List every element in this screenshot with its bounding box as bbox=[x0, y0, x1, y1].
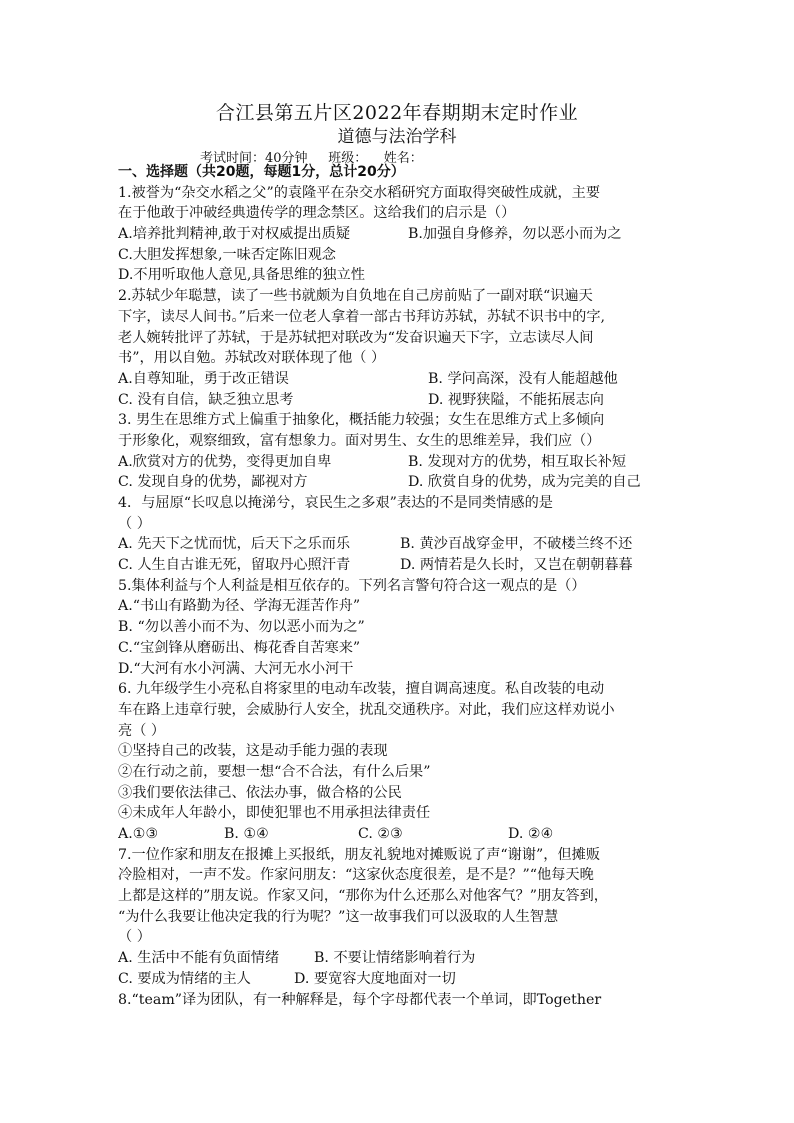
q8-stem: 8.“team”译为团队，有一种解释是，每个字母都代表一个单词，即Together bbox=[118, 991, 602, 1008]
q1-stem: 在于他敢于冲破经典遗传学的理念禁区。这给我们的启示是（） bbox=[118, 205, 516, 222]
q3-option-d: D. 欣赏自身的优势，成为完美的自己 bbox=[408, 474, 641, 491]
q6-stem: 6. 九年级学生小亮私自将家里的电动车改装，擅自调高速度。私自改装的电动 bbox=[118, 681, 605, 698]
q7-options-row bbox=[118, 969, 678, 990]
q4-option-c: C. 人生自古谁无死，留取丹心照汗青 bbox=[118, 557, 351, 574]
q1-option-d: D.不用听取他人意见,具备思维的独立性 bbox=[118, 267, 365, 284]
q7-stem: 7.一位作家和朋友在报摊上买报纸，朋友礼貌地对摊贩说了声“谢谢”，但摊贩 bbox=[118, 846, 601, 863]
q5-option-a: A.“书山有路勤为径、学海无涯苦作舟” bbox=[118, 598, 361, 615]
q5-option-d: D.“大河有水小河满、大河无水小河干 bbox=[118, 660, 354, 677]
q3-option-a: A.欣赏对方的优势，变得更加自卑 bbox=[118, 453, 332, 470]
q5-option-b: B. “勿以善小而不为、勿以恶小而为之” bbox=[118, 619, 365, 636]
q7-option-b: B. 不要让情绪影响着行为 bbox=[314, 950, 476, 967]
q7-stem: 冷脸相对，一声不发。作家问朋友：“这家伙态度很差，是不是？”“他每天晚 bbox=[118, 867, 594, 884]
q2-stem: 书”，用以自勉。苏轼改对联体现了他（ ） bbox=[118, 350, 386, 367]
q7-stem: （ ） bbox=[118, 929, 151, 946]
q2-option-a: A.自尊知耻，勇于改正错误 bbox=[118, 370, 289, 387]
q4-options-row bbox=[118, 555, 678, 576]
document-title: 合江县第五片区2022年春期期末定时作业 bbox=[215, 102, 579, 124]
q2-option-c: C. 没有自信，缺乏独立思考 bbox=[118, 391, 294, 408]
q6-statement-3: ③我们要依法律己、依法办事，做合格的公民 bbox=[118, 784, 402, 801]
q1-option-b: B.加强自身修养，勿以恶小而为之 bbox=[408, 226, 622, 243]
q2-option-d: D. 视野狭隘，不能拓展志向 bbox=[428, 391, 604, 408]
q5-stem: 5.集体利益与个人利益是相互依存的。下列名言警句符合这一观点的是（） bbox=[118, 577, 586, 594]
q2-options-row bbox=[118, 390, 678, 411]
q6-option-d: D. ②④ bbox=[508, 826, 554, 842]
q7-option-d: D. 要宽容大度地面对一切 bbox=[294, 970, 456, 987]
q6-stem: 亮（ ） bbox=[118, 722, 166, 739]
q3-options-row bbox=[118, 472, 678, 493]
q2-stem: 2.苏轼少年聪慧，读了一些书就颇为自负地在自己房前贴了一副对联“识遍天 bbox=[118, 288, 593, 305]
q3-option-c: C. 发现自身的优势，鄙视对方 bbox=[118, 474, 308, 491]
q6-option-a: A.①③ bbox=[118, 826, 159, 842]
q7-stem: 上都是这样的”朋友说。作家又问，“那你为什么还那么对他客气？”朋友答到， bbox=[118, 888, 608, 905]
q6-option-b: B. ①④ bbox=[224, 826, 269, 842]
q6-statement-4: ④未成年人年龄小，即使犯罪也不用承担法律责任 bbox=[118, 805, 431, 822]
q1-stem: 1.被誉为“杂交水稻之父”的袁隆平在杂交水稻研究方面取得突破性成就，主要 bbox=[118, 184, 601, 201]
subject-title: 道德与法治学科 bbox=[337, 127, 457, 147]
q6-option-c: C. ②③ bbox=[358, 826, 403, 842]
q1-option-c: C.大胆发挥想象,一味否定陈旧观念 bbox=[118, 246, 336, 263]
question-list bbox=[118, 162, 678, 1010]
q4-option-d: D. 两情若是久长时，又岂在朝朝暮暮 bbox=[400, 557, 633, 574]
q6-stem: 车在路上违章行驶，会威胁行人安全，扰乱交通秩序。对此，我们应这样劝说小 bbox=[118, 701, 615, 718]
q6-statement-2: ②在行动之前，要想一想“合不合法，有什么后果” bbox=[118, 763, 431, 780]
q4-options-row bbox=[118, 534, 678, 555]
q3-options-row bbox=[118, 452, 678, 473]
section-heading: 一、选择题（共20题，每题1分，总计20分） bbox=[118, 164, 405, 180]
q7-stem: “为什么我要让他决定我的行为呢？”这一故事我们可以汲取的人生智慧 bbox=[118, 908, 559, 925]
q7-option-a: A. 生活中不能有负面情绪 bbox=[118, 950, 280, 967]
q7-options-row bbox=[118, 948, 678, 969]
q2-stem: 老人婉转批评了苏轼，于是苏轼把对联改为“发奋识遍天下字，立志读尽人间 bbox=[118, 329, 594, 346]
q4-stem: 4．与屈原“长叹息以掩涕兮，哀民生之多艰”表达的不是同类情感的是 bbox=[118, 495, 553, 511]
q1-options-row bbox=[118, 224, 678, 245]
q1-option-a: A.培养批判精神,敢于对权威提出质疑 bbox=[118, 226, 351, 243]
q2-options-row bbox=[118, 369, 678, 390]
q4-stem: （ ） bbox=[118, 515, 151, 532]
q6-options-row bbox=[118, 824, 678, 845]
q3-stem: 于形象化，观察细致，富有想象力。面对男生、女生的思维差异，我们应（） bbox=[118, 432, 601, 449]
exam-info: 考试时间：40分钟 班级： 姓名： bbox=[200, 151, 423, 166]
q3-stem: 3. 男生在思维方式上偏重于抽象化，概括能力较强；女生在思维方式上多倾向 bbox=[118, 412, 605, 429]
q2-option-b: B. 学问高深，没有人能超越他 bbox=[428, 370, 618, 387]
q3-option-b: B. 发现对方的优势，相互取长补短 bbox=[408, 453, 627, 470]
q7-option-c: C. 要成为情绪的主人 bbox=[118, 970, 251, 987]
q4-option-b: B. 黄沙百战穿金甲，不破楼兰终不还 bbox=[400, 536, 633, 553]
q5-option-c: C.“宝剑锋从磨砺出、梅花香自苦寒来” bbox=[118, 639, 361, 656]
q2-stem: 下字，读尽人间书。”后来一位老人拿着一部古书拜访苏轼，苏轼不识书中的字, bbox=[118, 308, 606, 325]
q6-statement-1: ①坚持自己的改装，这是动手能力强的表现 bbox=[118, 743, 388, 760]
q4-option-a: A. 先天下之忧而忧，后天下之乐而乐 bbox=[118, 536, 351, 553]
